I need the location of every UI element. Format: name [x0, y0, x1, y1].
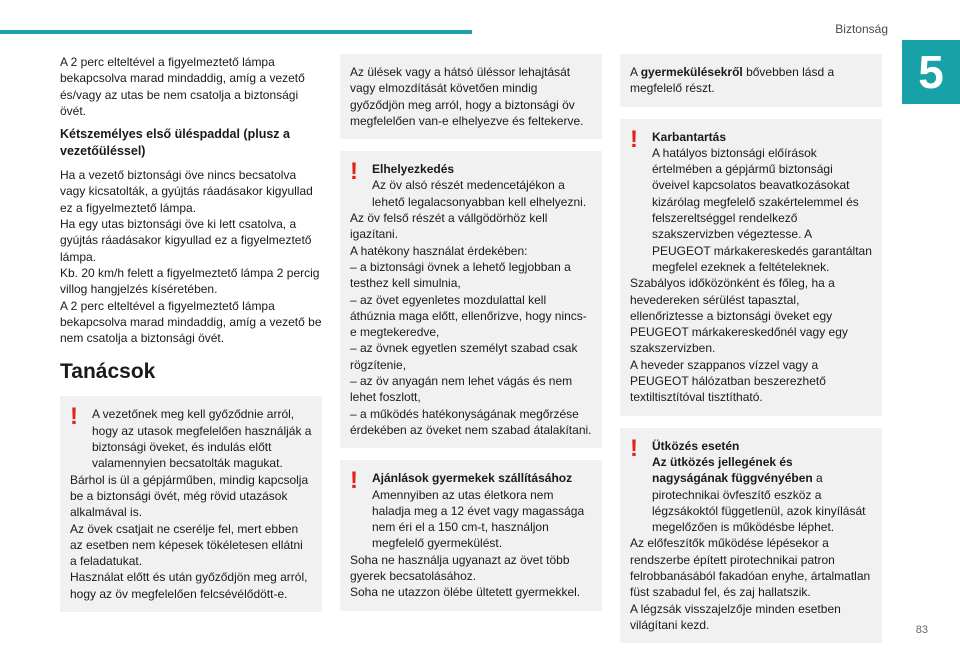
box-text: Soha ne utazzon ölébe ültetett gyermekkel. — [350, 585, 581, 600]
box-text: – a biztonsági övnek a lehető legjobban a testhez kell simulnia, — [350, 259, 571, 291]
subheading-bench: Kétszemélyes első üléspaddal (plusz a vezetőüléssel) — [60, 127, 290, 159]
bold-text: Az ütközés jellegének és nagyságának függvényében — [652, 454, 813, 486]
paragraph — [60, 167, 322, 346]
box-text: A vezetőnek meg kell győződnie arról, hogy az utasok megfelelően használják a biztonsági öveket, és indulás előtt valamennyien becsatolták magukat. — [92, 407, 312, 471]
box-text: Az övek csatjait ne cserélje fel, mert ebben az esetben nem képesek tökéletesen ellátni a feladatukat. — [70, 521, 303, 569]
box-text: Amennyiben az utas életkora nem haladja meg a 12 évet vagy magassága nem éri el a 150 cm-t, használjon megfelelő gyermekülést. — [372, 487, 585, 551]
box-text: – az öv anyagán nem lehet vágás és nem lehet foszlott, — [350, 374, 573, 405]
box-text: Az öv felső részét a vállgödörhöz kell igazítani. — [350, 211, 548, 242]
box-title: Ütközés esetén — [652, 438, 740, 453]
para-line: Ha a vezető biztonsági öve nincs becsatolva vagy kicsatolták, a gyújtás ráadásakor kigyullad ez a figyelmeztető lámpa. — [60, 168, 313, 215]
box-text: – az övet egyenletes mozdulattal kell áthúznia maga előtt, ellenőrizve, hogy nincs-e megtekeredve, — [350, 292, 587, 340]
box-text: Az ülések vagy a hátsó üléssor lehajtását vagy elmozdítását követően mindig győződjön meg arról, hogy a biztonsági öv megfelelően van-e elhelyezve és feltekerve. — [350, 65, 584, 128]
box-text: – az övnek egyetlen személyt szabad csak rögzítenie, — [350, 341, 578, 372]
chapter-tab: 5 — [902, 40, 960, 104]
info-box-child-seats — [620, 54, 882, 107]
box-text: Az öv alsó részét medencetájékon a lehető legalacsonyabban kell elhelyezni. — [372, 178, 587, 209]
ref-bold-link: gyermekülésekről — [640, 65, 743, 79]
ref-text: A — [630, 65, 641, 79]
section-title: Biztonság — [835, 22, 888, 36]
maintenance-warning-box — [620, 119, 882, 416]
box-text: Szabályos időközönként és főleg, ha a hevedereken sérülést tapasztal, ellenőriztesse a biztonsági öveket egy PEUGEOT márkakereskedőnél vagy egy szakszervizben. — [630, 276, 848, 356]
box-text-span: a pirotechnikai övfeszítő eszköz a légzsákoktól függetlenül, azok kinyílását megelőzően is működésbe léphet. — [652, 471, 866, 535]
box-title: Karbantartás — [652, 129, 727, 144]
box-text — [630, 454, 872, 535]
warning-exclamation-icon: ! — [630, 125, 638, 153]
box-text: A heveder szappanos vízzel vagy a PEUGEOT hálózatban beszerezhető textiltisztítóval tisztítható. — [630, 357, 826, 405]
child-warning-box — [340, 460, 602, 610]
warning-exclamation-icon: ! — [70, 403, 78, 431]
box-title: Elhelyezkedés — [372, 162, 455, 177]
page-number: 83 — [915, 624, 928, 636]
box-text: Soha ne használja ugyanazt az övet több gyerek becsatolásához. — [350, 552, 570, 584]
warning-exclamation-icon: ! — [350, 467, 358, 495]
warning-exclamation-icon: ! — [350, 158, 358, 186]
box-text: A légzsák visszajelzője minden esetben világítani kezd. — [630, 601, 841, 632]
heading-tips: Tanácsok — [60, 360, 156, 384]
info-box-seats — [340, 54, 602, 139]
column-3 — [620, 54, 882, 655]
header-accent-bar — [0, 30, 472, 34]
para-line: A 2 perc elteltével a figyelmeztető lámpa bekapcsolva marad mindaddig, amíg a vezető be nem csatolja a biztonsági övét. — [60, 298, 322, 346]
box-text: Bárhol is ül a gépjárműben, mindig kapcsolja be a biztonsági övét, még rövid utazások alkalmával is. — [70, 472, 309, 520]
box-title: Ajánlások gyermekek szállításához — [372, 471, 573, 486]
ref-text: bővebben lásd a megfelelő részt. — [630, 65, 835, 96]
box-text: – a működés hatékonyságának megőrzése érdekében az öveket nem szabad átalakítani. — [350, 406, 592, 437]
placement-warning-box — [340, 151, 602, 448]
column-2 — [340, 54, 602, 623]
intro-paragraph: A 2 perc elteltével a figyelmeztető lámpa bekapcsolva marad mindaddig, amíg a vezető és/vagy az utas be nem csatolja a biztonsági övét. — [60, 55, 305, 118]
tips-warning-box — [60, 396, 322, 612]
box-text: A hatályos biztonsági előírások értelmében a gépjármű biztonsági öveivel kapcsolatos beavatkozásokat kizárólag megfelelő szakértelemmel és felszereltséggel rendelkező szakszervizben végeztesse. A PEUGEOT márkakereskedés garantáltan megfelel ezeknek a feltételeknek. — [652, 145, 872, 274]
box-text: Az előfeszítők működése lépésekor a rendszerbe épített pirotechnikai patron felrobbanásából fakadóan enyhe, ártalmatlan füst szabadul fel, és zaj hallatszik. — [630, 536, 871, 600]
warning-exclamation-icon: ! — [630, 434, 638, 462]
column-1 — [60, 54, 322, 624]
para-line: Ha egy utas biztonsági öve ki lett csatolva, a gyújtás ráadásakor kigyullad ez a figyelmeztető lámpa. — [60, 217, 312, 264]
box-text: A hatékony használat érdekében: — [350, 243, 528, 258]
para-line: Kb. 20 km/h felett a figyelmeztető lámpa 2 percig villog hangjelzés kíséretében. — [60, 265, 320, 297]
crash-warning-box — [620, 428, 882, 644]
box-text: Használat előtt és után győződjön meg arról, hogy az öv megfelelően felcsévélődött-e. — [70, 570, 308, 601]
